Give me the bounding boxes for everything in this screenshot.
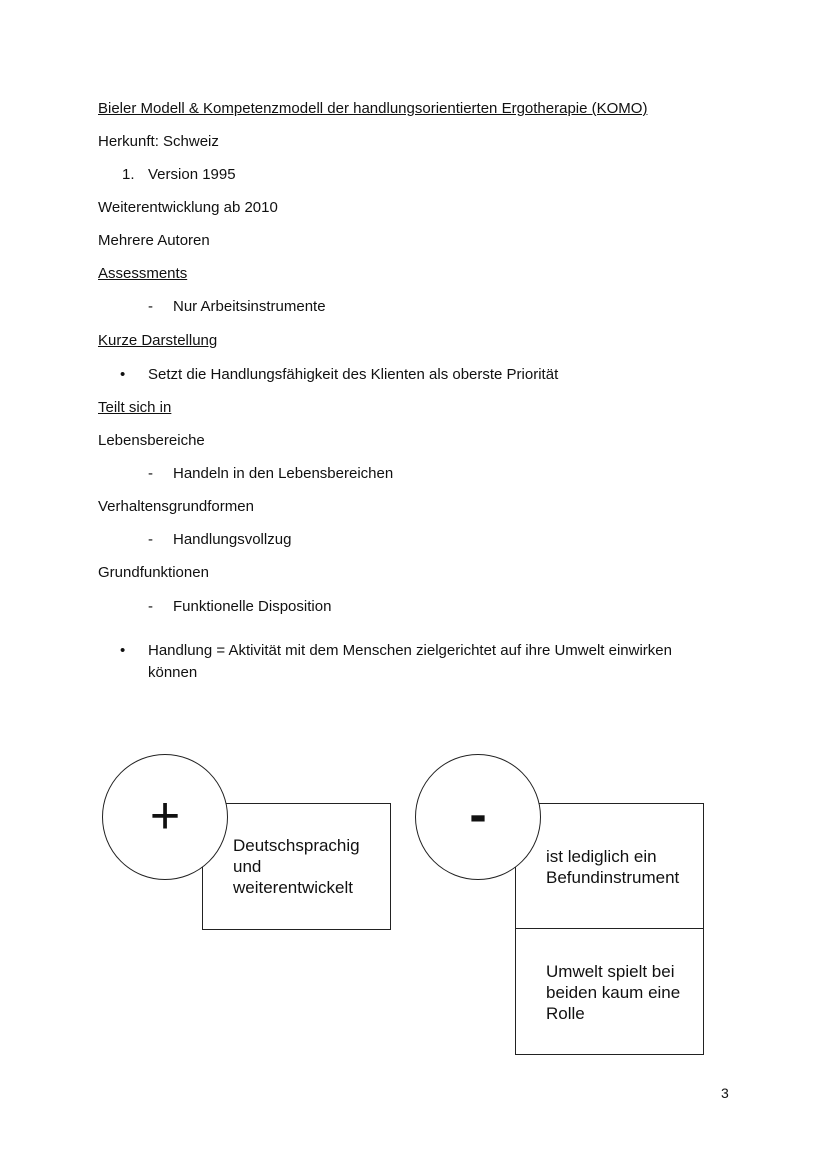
bullet-marker: • [120,366,126,383]
version-line: Version 1995 [148,166,236,183]
minus-sign: - [469,786,487,844]
area-verhaltensgrundformen-item: Handlungsvollzug [173,531,292,548]
development-line: Weiterentwicklung ab 2010 [98,199,278,216]
origin-line: Herkunft: Schweiz [98,133,219,150]
dash-marker: - [148,298,153,315]
page-number: 3 [721,1085,729,1101]
dash-marker: - [148,598,153,615]
divided-heading: Teilt sich in [98,399,172,416]
definition-line-1: Handlung = Aktivität mit dem Menschen zielgerichtet auf ihre Umwelt einwirken [148,642,672,659]
area-grundfunktionen-item: Funktionelle Disposition [173,598,332,615]
cons-text-line: Rolle [546,1004,585,1023]
plus-sign: + [149,787,181,845]
dash-marker: - [148,465,153,482]
doc-title: Bieler Modell & Kompetenzmodell der handlungsorientierten Ergotherapie (KOMO) [98,100,648,117]
pros-text [233,835,360,898]
area-grundfunktionen: Grundfunktionen [98,564,209,581]
area-lebensbereiche: Lebensbereiche [98,432,205,449]
cons-text-bottom [546,961,680,1024]
cons-text-top [546,846,679,888]
pros-text-line: und [233,857,262,876]
area-lebensbereiche-item: Handeln in den Lebensbereichen [173,465,394,482]
pros-text-line: weiterentwickelt [233,878,353,897]
assessments-item: Nur Arbeitsinstrumente [173,298,326,315]
cons-text-line: Umwelt spielt bei [546,962,675,981]
dash-marker: - [148,531,153,548]
authors-line: Mehrere Autoren [98,232,210,249]
cons-text-line: beiden kaum eine [546,983,681,1002]
summary-item: Setzt die Handlungsfähigkeit des Klienten als oberste Priorität [148,366,559,383]
summary-heading: Kurze Darstellung [98,332,218,349]
bullet-marker: • [120,642,126,659]
list-number: 1. [122,166,135,183]
cons-text-line: Befundinstrument [546,868,680,887]
definition-line-2: können [148,664,198,681]
area-verhaltensgrundformen: Verhaltensgrundformen [98,498,254,515]
cons-text-line: ist lediglich ein [546,847,657,866]
assessments-heading: Assessments [98,265,188,282]
pros-text-line: Deutschsprachig [233,836,360,855]
